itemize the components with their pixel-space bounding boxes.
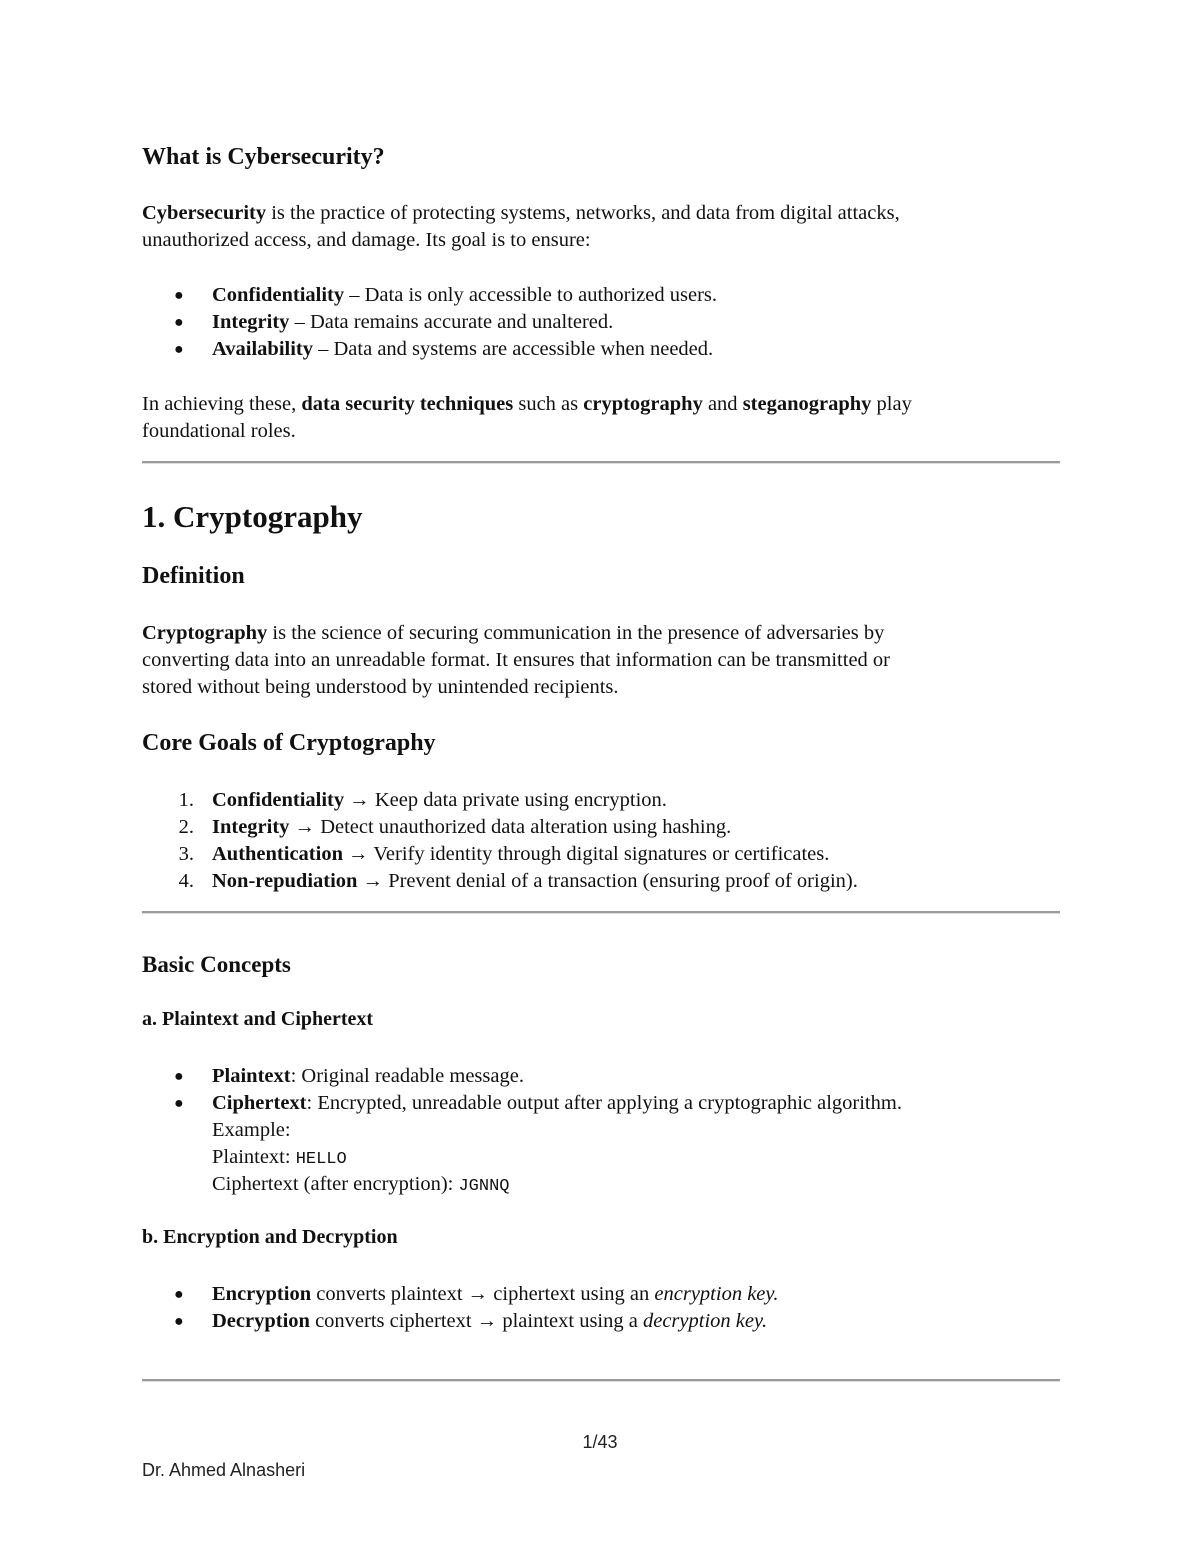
decryption-key: decryption key. (642, 1310, 768, 1332)
bullet-icon: ● (174, 314, 184, 331)
goal-term: Integrity (212, 311, 290, 333)
encryption-text: converts plaintext → ciphertext using an (311, 1283, 655, 1305)
page-number: 1/43 (582, 1432, 618, 1452)
bullet-icon: ● (174, 341, 184, 358)
example-plain-label: Plaintext: (212, 1146, 296, 1168)
goal-text: – Data remains accurate and unaltered. (289, 311, 614, 333)
basic-concepts-heading: Basic Concepts (142, 952, 291, 977)
author-footer: Dr. Ahmed Alnasheri (142, 1460, 306, 1480)
intro-text-1: is the practice of protecting systems, networks, and data from digital attacks, (266, 202, 900, 224)
closing-bold: cryptography (583, 393, 703, 415)
goal-term: Confidentiality (212, 789, 345, 811)
bullet-icon: ● (174, 1286, 184, 1303)
list-number: 3. (178, 843, 194, 865)
closing-text: and (702, 393, 743, 415)
definition-line2: converting data into an unreadable format. It ensures that information can be transmitted or (142, 649, 890, 671)
intro-closing-line2: foundational roles. (142, 420, 296, 442)
ciphertext-term: Ciphertext (212, 1092, 307, 1114)
definition-text: is the science of securing communication in the presence of adversaries by (267, 622, 885, 644)
goal-term: Authentication (212, 843, 343, 865)
subheading-a: a. Plaintext and Ciphertext (142, 1008, 374, 1030)
bullet-icon: ● (174, 1313, 184, 1330)
example-cipher-label: Ciphertext (after encryption): (212, 1173, 459, 1195)
decryption-text: converts ciphertext → plaintext using a (309, 1310, 643, 1332)
plaintext-text: : Original readable message. (290, 1065, 524, 1087)
bullet-icon: ● (174, 1095, 184, 1112)
closing-text: such as (513, 393, 584, 415)
section-title: 1. Cryptography (142, 499, 363, 534)
list-number: 4. (178, 870, 194, 892)
intro-paragraph (142, 200, 900, 227)
encryption-term: Encryption (212, 1283, 312, 1305)
example-plain-value: HELLO (295, 1150, 347, 1169)
closing-bold: steganography (742, 393, 872, 415)
definition-paragraph (142, 620, 884, 647)
horizontal-rule (142, 911, 1060, 914)
goal-term: Non-repudiation (212, 870, 358, 892)
example-label-text: Example: (212, 1119, 291, 1141)
intro-term: Cybersecurity (142, 202, 267, 224)
goal-term: Integrity (212, 816, 290, 838)
horizontal-rule (142, 461, 1060, 464)
intro-heading: What is Cybersecurity? (142, 144, 385, 170)
horizontal-rule (142, 1379, 1060, 1382)
goal-text: → Keep data private using encryption. (344, 789, 667, 811)
example-cipher-value: JGNNQ (458, 1177, 510, 1196)
ciphertext-text: : Encrypted, unreadable output after applying a cryptographic algorithm. (306, 1092, 902, 1114)
goal-term: Confidentiality (212, 284, 345, 306)
decryption-term: Decryption (212, 1310, 310, 1332)
bullet-icon: ● (174, 1068, 184, 1085)
goal-text: → Verify identity through digital signatures or certificates. (342, 843, 830, 865)
definition-heading: Definition (142, 563, 245, 589)
bullet-icon: ● (174, 287, 184, 304)
goal-term: Availability (212, 338, 313, 360)
goal-text: – Data is only accessible to authorized users. (344, 284, 717, 306)
list-number: 2. (178, 816, 194, 838)
core-goals-heading: Core Goals of Cryptography (142, 730, 436, 756)
encryption-key: encryption key. (654, 1283, 779, 1305)
subheading-b: b. Encryption and Decryption (142, 1226, 398, 1248)
closing-bold: data security techniques (301, 393, 514, 415)
definition-term: Cryptography (142, 622, 268, 644)
goal-text: → Detect unauthorized data alteration using hashing. (289, 816, 732, 838)
goal-text: → Prevent denial of a transaction (ensuring proof of origin). (357, 870, 858, 892)
list-number: 1. (178, 789, 194, 811)
plaintext-term: Plaintext (212, 1065, 291, 1087)
intro-paragraph-line2: unauthorized access, and damage. Its goal is to ensure: (142, 229, 591, 251)
goal-text: – Data and systems are accessible when needed. (313, 338, 714, 360)
closing-text: play (871, 393, 912, 415)
definition-line3: stored without being understood by unintended recipients. (142, 676, 619, 698)
intro-closing (142, 391, 912, 418)
closing-text: In achieving these, (142, 393, 302, 415)
